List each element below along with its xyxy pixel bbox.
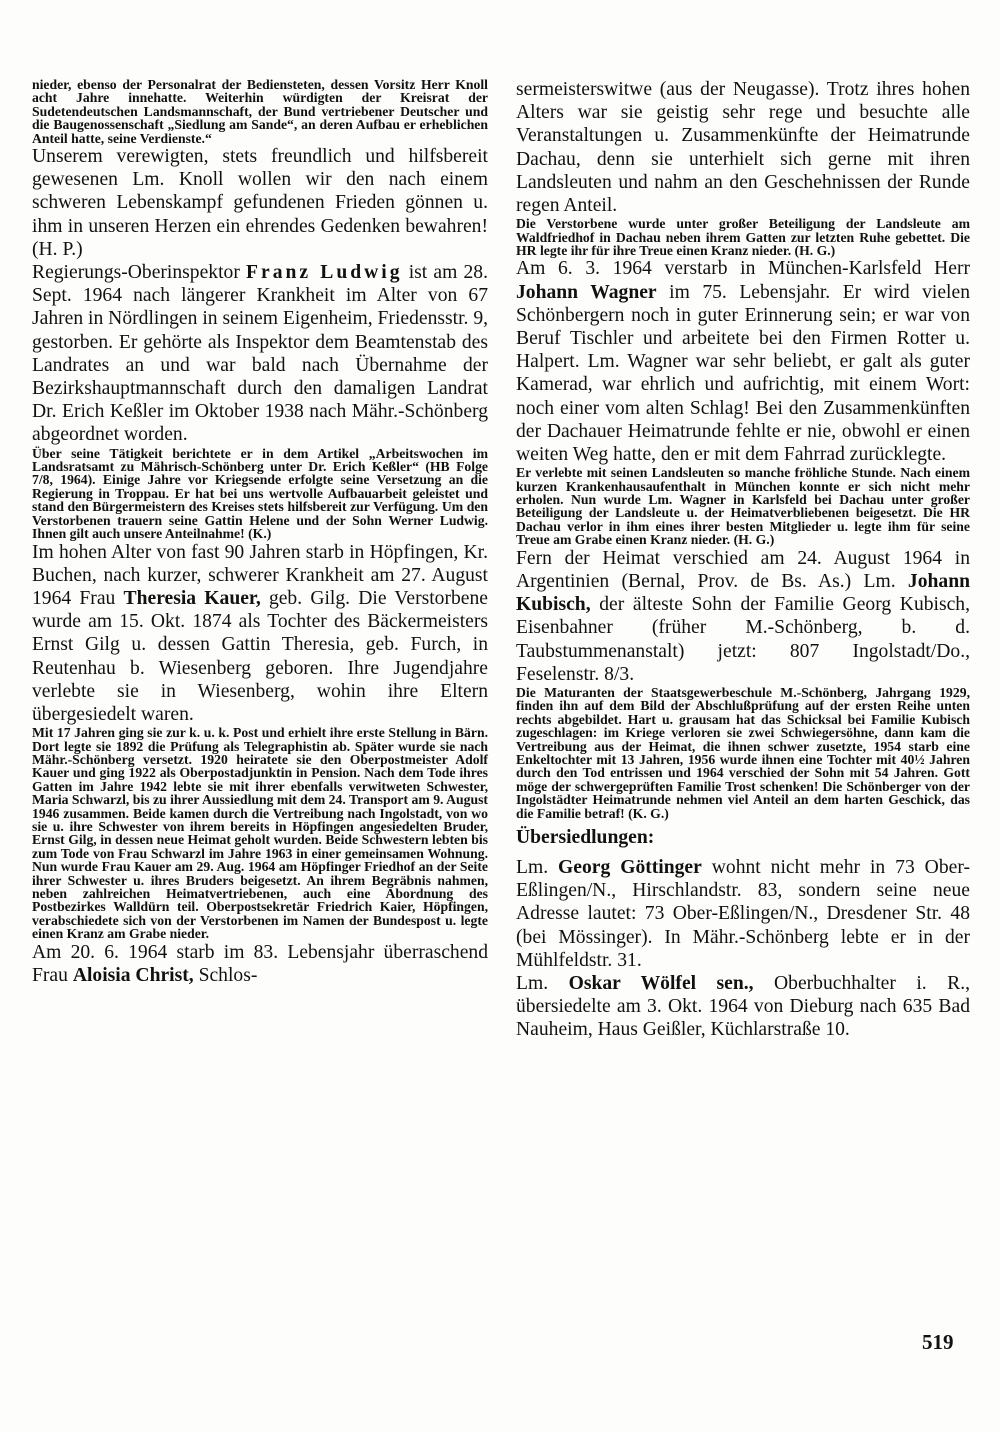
left-column [32, 78, 488, 987]
paragraph [516, 856, 970, 972]
paragraph-text: Lm. [516, 856, 559, 878]
paragraph-text: Am 20. 6. 1964 starb im 83. Lebensjahr überraschend Frau [32, 941, 488, 986]
person-name: Theresia Kauer, [123, 587, 261, 609]
paragraph-text: im 75. Lebensjahr. Er wird vielen Schönbergern noch in guter Erinnerung sein; er war von Beruf Tischler und arbeitete bei den Firmen Rotter u. Halpert. Lm. Wagner war sehr beliebt, er galt als guter Kamerad, war ehrlich und aufrichtig, mit einem Wort: noch einer vom alten Schlag! Bei den Zusammenkünften der Dachauer Heimatrunde fehlte er nie, obwohl er einen weiten Weg hatte, den er mit dem Fahrrad zurücklegte. [516, 281, 970, 466]
paragraph: Unserem verewigten, stets freundlich und hilfsbereit gewesenen Lm. Knoll wollen wir den nach einem schweren Lebenskampf gefundenen Frieden gönnen u. ihm in unseren Herzen ein ehrendes Gedenken bewahren! (H. P.) [32, 146, 488, 260]
section-heading: Übersiedlungen: [516, 826, 655, 848]
paragraph-text: Am 6. 3. 1964 verstarb in München-Karlsfeld Herr [516, 258, 970, 280]
paragraph: Die Maturanten der Staatsgewerbeschule M.-Schönberg, Jahrgang 1929, finden ihn auf dem Bild der Abschlußprüfung auf der ersten Reihe unten rechts abgebildet. Hart u. grausam hat das Schicksal bei Familie Kubisch zugeschlagen: im Kriege verloren sie zwei Schwiegersöhne, dann kam die Vertreibung aus der Heimat, die ihnen schwer zusetzte, 1954 starb eine Enkeltochter mit 13 Jahren, 1956 wurde ihnen eine Tochter mit 40½ Jahren durch den Tod entrissen und 1964 verschied der Sohn mit 54 Jahren. Gott möge der schwergeprüften Familie Trost schenken! Die Schönberger von der Ingolstädter Heimatrunde nehmen viel Anteil an dem harten Geschick, das die Familie betraf! (K. G.) [516, 684, 970, 821]
paragraph [516, 257, 970, 466]
page-number: 519 [922, 1330, 954, 1354]
paragraph-text: ist am 28. Sept. 1964 nach längerer Krankheit im Alter von 67 Jahren in Nördlingen in seinem Eigenheim, Friedensstr. 9, gestorben. Er gehörte als Inspektor dem Beamtenstab des Landrates an und war bald nach Übernahme der Bezirkshauptmannschaft durch den damaligen Landrat Dr. Erich Keßler im Oktober 1938 nach Mähr.-Schönberg abgeordnet worden. [32, 262, 489, 446]
paragraph: nieder, ebenso der Personalrat der Bediensteten, dessen Vorsitz Herr Knoll acht Jahre innehatte. Weiterhin würdigten der Kreisrat der Sudetendeutschen Landsmannschaft, der Bund vertriebener Deutscher und die Baugenossenschaft „Siedlung am Sande“, an deren Aufbau er erheblichen Anteil hatte, seine Verdienste.“ [32, 77, 488, 146]
person-name: Aloisia Christ, [72, 964, 194, 986]
person-name: Johann Kubisch, [516, 570, 970, 616]
person-name: Oskar Wölfel sen., [568, 973, 754, 994]
paragraph [32, 261, 488, 447]
paragraph-text: geb. Gilg. Die Verstorbene wurde am 15. Okt. 1874 als Tochter des Bäckermeisters Ernst Gilg u. dessen Gattin Theresia, geb. Furch, in Reutenhau b. Wiesenberg geboren. Ihre Jugendjahre verlebte sie in Wiesenberg, wohin ihre Eltern übergesiedelt waren. [32, 587, 488, 725]
person-name: Franz Ludwig [246, 262, 403, 284]
paragraph: Er verlebte mit seinen Landsleuten so manche fröhliche Stunde. Nach einem kurzen Krankenhausaufenthalt in München konnte er sich nicht mehr erholen. Nun wurde Lm. Wagner in Karlsfeld bei Dachau unter großer Beteiligung der Landsleute u. der Heimatverbliebenen beigesetzt. Die HR Dachau verlor in ihm eines ihrer besten Mitglieder u. legte ihm für seine Treue am Grabe einen Kranz nieder. (H. G.) [516, 465, 970, 548]
person-name: Johann Wagner [516, 281, 657, 303]
right-column [516, 78, 970, 1042]
paragraph [516, 547, 970, 686]
paragraph-text: der älteste Sohn der Familie Georg Kubisch, Eisenbahner (früher M.-Schönberg, b. d. Taubstummenanstalt) jetzt: 807 Ingolstadt/Do., Feselenstr. 8/3. [516, 594, 970, 685]
paragraph: Über seine Tätigkeit berichtete er in dem Artikel „Arbeitswochen im Landsratsamt zu Mährisch-Schönberg unter Dr. Erich Keßler“ (HB Folge 7/8, 1964). Einige Jahre vor Kriegsende erfolgte seine Versetzung an die Regierung in Troppau. Er hat bei uns wertvolle Aufbauarbeit geleistet und stand den Bürgermeistern des Kreises stets hilfsbereit zur Verfügung. Um den Verstorbenen trauern seine Gattin Helene und der Sohn Werner Ludwig. Ihnen gilt auch unsere Anteilnahme! (K.) [32, 445, 488, 542]
paragraph: Mit 17 Jahren ging sie zur k. u. k. Post und erhielt ihre erste Stellung in Bärn. Dort legte sie 1892 die Prüfung als Telegraphistin ab. Später wurde sie nach Mähr.-Schönberg versetzt. 1920 heiratete sie den Oberpostmeister Adolf Kauer und ging 1922 als Oberpostadjunktin in Pension. Nach dem Tode ihres Gatten im Jahre 1942 lebte sie mit ihrer ebenfalls verwitweten Schwester, Maria Schwarzl, bis zu ihrer Aussiedlung mit dem 24. Transport am 9. August 1946 zusammen. Beide kamen durch die Vertreibung nach Ingolstadt, von wo sie u. ihre Schwester von ihrem bereits in Höpfingen angesiedelten Bruder, Ernst Gilg, in dessen neue Heimat geholt wurden. Beide Schwestern lebten bis zum Tode von Frau Schwarzl im Jahre 1963 in einer gemeinsamen Wohnung. Nun wurde Frau Kauer am 29. Aug. 1964 am Höpfinger Friedhof an der Seite ihrer Schwester u. ihres Bruders beigesetzt. An ihrem Begräbnis nahmen, neben zahlreichen Heimatvertriebenen, auch eine Abordnung des Postbezirkes Walldürn teil. Oberpostsekretär Friedrich Kaier, Höpfingen, verabschiedete sich von der Verstorbenen im Namen der Bundespost u. legte einen Kranz am Grabe nieder. [32, 725, 488, 942]
paragraph: sermeisterswitwe (aus der Neugasse). Trotz ihres hohen Alters war sie geistig sehr rege und besuchte alle Veranstaltungen u. Zusammenkünfte der Heimatrunde Dachau, denn sie unterhielt sich gerne mit ihren Landsleuten und nahm an den Geschehnissen der Runde regen Anteil. [516, 79, 970, 217]
paragraph: Die Verstorbene wurde unter großer Beteiligung der Landsleute am Waldfriedhof in Dachau neben ihrem Gatten zur letzten Ruhe gebettet. Die HR legte ihr für ihre Treue einen Kranz nieder. (H. G.) [516, 216, 970, 259]
paragraph [32, 541, 488, 727]
paragraph-text: Regierungs-Oberinspektor [32, 262, 247, 284]
person-name: Georg Göttinger [558, 856, 702, 878]
paragraph [516, 972, 970, 1042]
paragraph [32, 941, 488, 987]
paragraph-text: Im hohen Alter von fast 90 Jahren starb in Höpfingen, Kr. Buchen, nach kurzer, schwerer Krankheit am 27. August 1964 Frau [32, 541, 488, 609]
paragraph-text: Schlos- [193, 964, 258, 986]
paragraph-text: Oberbuchhalter i. R., übersiedelte am 3. Okt. 1964 von Dieburg nach 635 Bad Nauheim, Haus Geißler, Küchlarstraße 10. [516, 973, 970, 1041]
paragraph-text: Lm. [516, 973, 569, 994]
paragraph-text: wohnt nicht mehr in 73 Ober-Eßlingen/N., Hirschlandstr. 83, sondern seine neue Adresse lautet: 73 Ober-Eßlingen/N., Dresdener Str. 48 (bei Mössinger). In Mähr.-Schönberg lebte er in der Mühlfeldstr. 31. [516, 856, 970, 971]
paragraph-text: Fern der Heimat verschied am 24. August 1964 in Argentinien (Bernal, Prov. de Bs. As.) Lm. [516, 547, 970, 592]
